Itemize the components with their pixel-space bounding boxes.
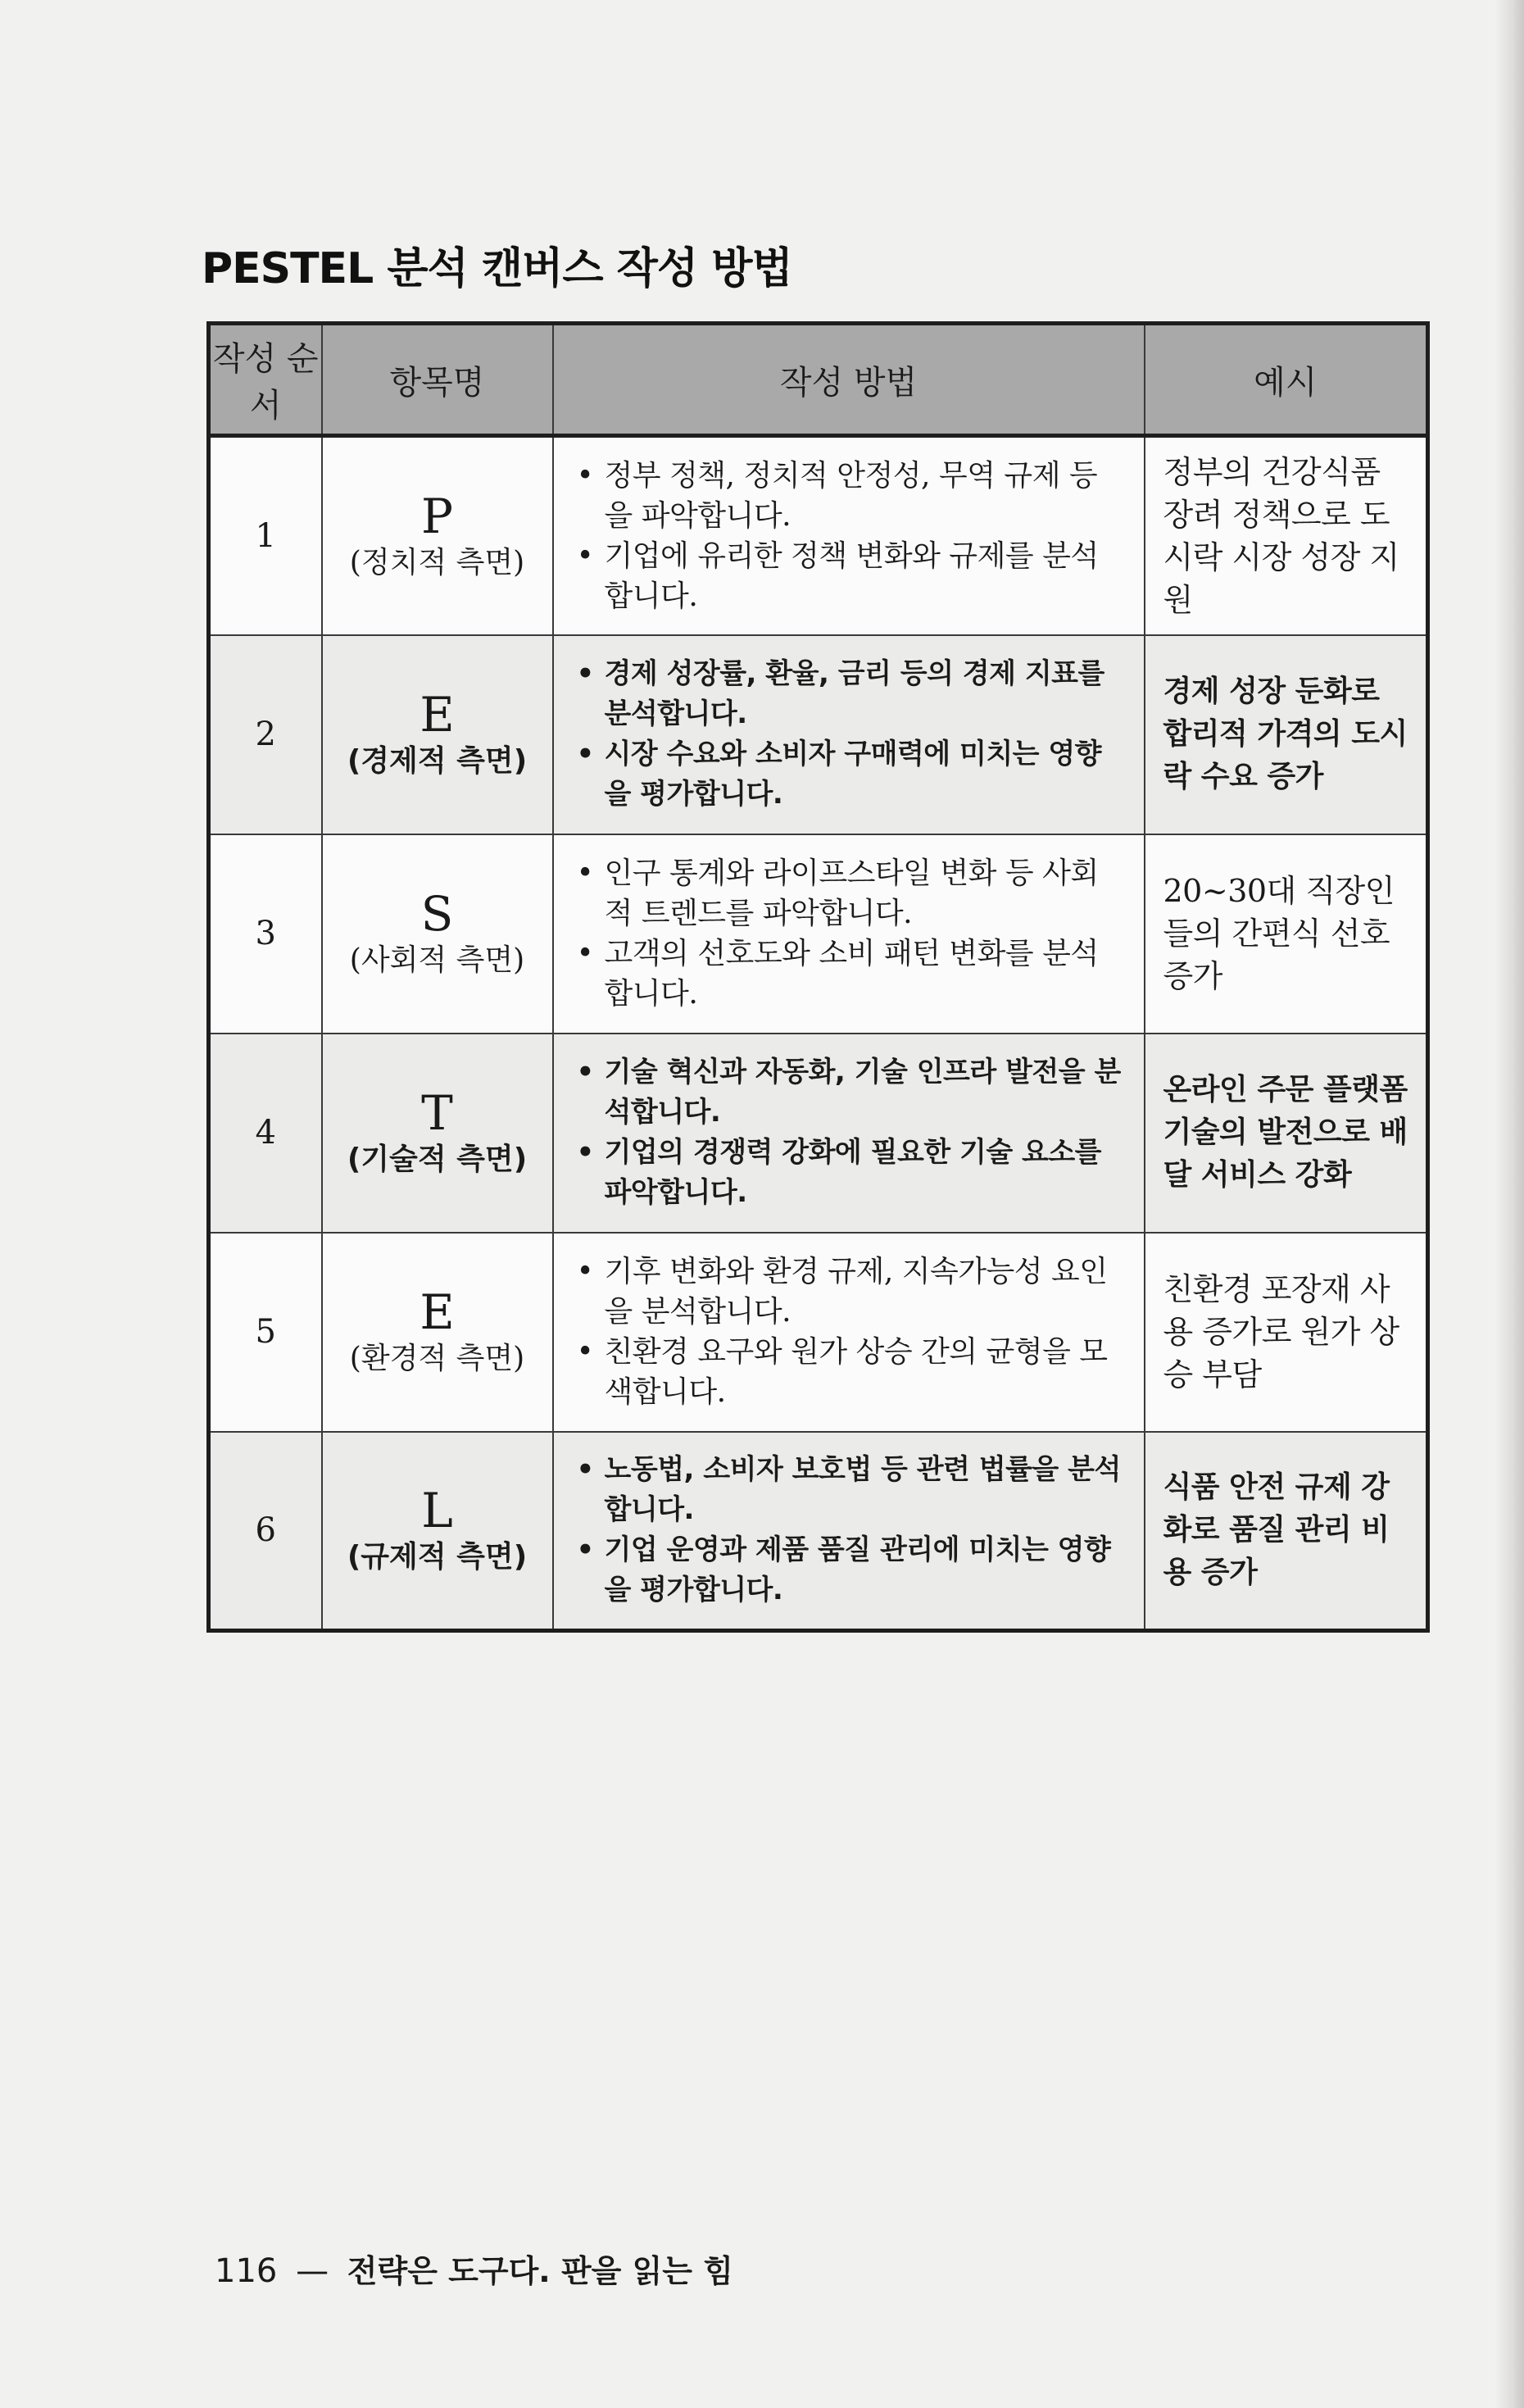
method-bullet: • 기술 혁신과 자동화, 기술 인프라 발전을 분석합니다. [572,1052,1124,1133]
footer-separator: — [296,2252,329,2290]
method-bullet: • 경제 성장률, 환율, 금리 등의 경제 지표를 분석합니다. [572,654,1124,734]
method-bullet: • 기업에 유리한 정책 변화와 규제를 분석합니다. [572,536,1124,616]
item-letter: E [420,687,455,743]
method-bullet: • 친환경 요구와 원가 상승 간의 균형을 모색합니다. [572,1332,1124,1412]
row-item [322,436,553,635]
row-method [553,1034,1145,1233]
row-example: 친환경 포장재 사용 증가로 원가 상승 부담 [1145,1233,1428,1432]
row-order: 3 [209,834,322,1034]
row-method [553,436,1145,635]
page-footer [215,2246,733,2291]
header-order: 작성 순서 [209,324,322,436]
row-order: 1 [209,436,322,635]
method-bullet: • 고객의 선호도와 소비 패턴 변화를 분석합니다. [572,934,1124,1014]
item-label: (기술적 측면) [347,1143,528,1176]
method-bullet: • 기업 운영과 제품 품질 관리에 미치는 영향을 평가합니다. [572,1530,1124,1611]
page-edge-shadow [1495,0,1524,2408]
item-letter: S [420,886,454,942]
header-method: 작성 방법 [553,324,1145,436]
book-title: 전략은 도구다. 판을 읽는 힘 [347,2253,733,2289]
item-label: (경제적 측면) [347,744,528,778]
row-example: 경제 성장 둔화로 합리적 가격의 도시락 수요 증가 [1145,635,1428,834]
method-bullet: • 정부 정책, 정치적 안정성, 무역 규제 등을 파악합니다. [572,456,1124,536]
row-order: 2 [209,635,322,834]
table-row [209,635,1428,834]
header-item: 항목명 [322,324,553,436]
row-item [322,1432,553,1631]
method-bullet: • 시장 수요와 소비자 구매력에 미치는 영향을 평가합니다. [572,734,1124,815]
row-example: 정부의 건강식품 장려 정책으로 도시락 시장 성장 지원 [1145,436,1428,635]
row-item [322,834,553,1034]
row-order: 6 [209,1432,322,1631]
method-bullet: • 노동법, 소비자 보호법 등 관련 법률을 분석합니다. [572,1450,1124,1530]
row-order: 5 [209,1233,322,1432]
row-example: 온라인 주문 플랫폼 기술의 발전으로 배달 서비스 강화 [1145,1034,1428,1233]
item-label: (사회적 측면) [349,943,525,977]
row-method [553,1233,1145,1432]
table-header-row [209,324,1428,436]
table-row [209,1432,1428,1631]
row-example: 20~30대 직장인들의 간편식 선호 증가 [1145,834,1428,1034]
row-method [553,834,1145,1034]
table-row [209,436,1428,635]
row-example: 식품 안전 규제 강화로 품질 관리 비용 증가 [1145,1432,1428,1631]
row-item [322,1034,553,1233]
row-item [322,635,553,834]
method-bullet: • 인구 통계와 라이프스타일 변화 등 사회적 트렌드를 파악합니다. [572,853,1124,934]
table-row [209,1034,1428,1233]
item-letter: L [421,1483,453,1539]
pestel-table [206,321,1430,1633]
item-label: (환경적 측면) [349,1342,525,1375]
method-bullet: • 기후 변화와 환경 규제, 지속가능성 요인을 분석합니다. [572,1252,1124,1332]
table-row [209,1233,1428,1432]
row-order: 4 [209,1034,322,1233]
item-label: (정치적 측면) [349,545,525,579]
row-method [553,1432,1145,1631]
page-title: PESTEL 분석 캔버스 작성 방법 [202,243,792,293]
page-number: 116 [215,2252,278,2290]
item-letter: P [420,488,454,544]
table-row [209,834,1428,1034]
row-item [322,1233,553,1432]
method-bullet: • 기업의 경쟁력 강화에 필요한 기술 요소를 파악합니다. [572,1133,1124,1213]
item-label: (규제적 측면) [347,1540,528,1574]
row-method [553,635,1145,834]
item-letter: T [421,1085,453,1141]
header-example: 예시 [1145,324,1428,436]
item-letter: E [420,1284,455,1340]
